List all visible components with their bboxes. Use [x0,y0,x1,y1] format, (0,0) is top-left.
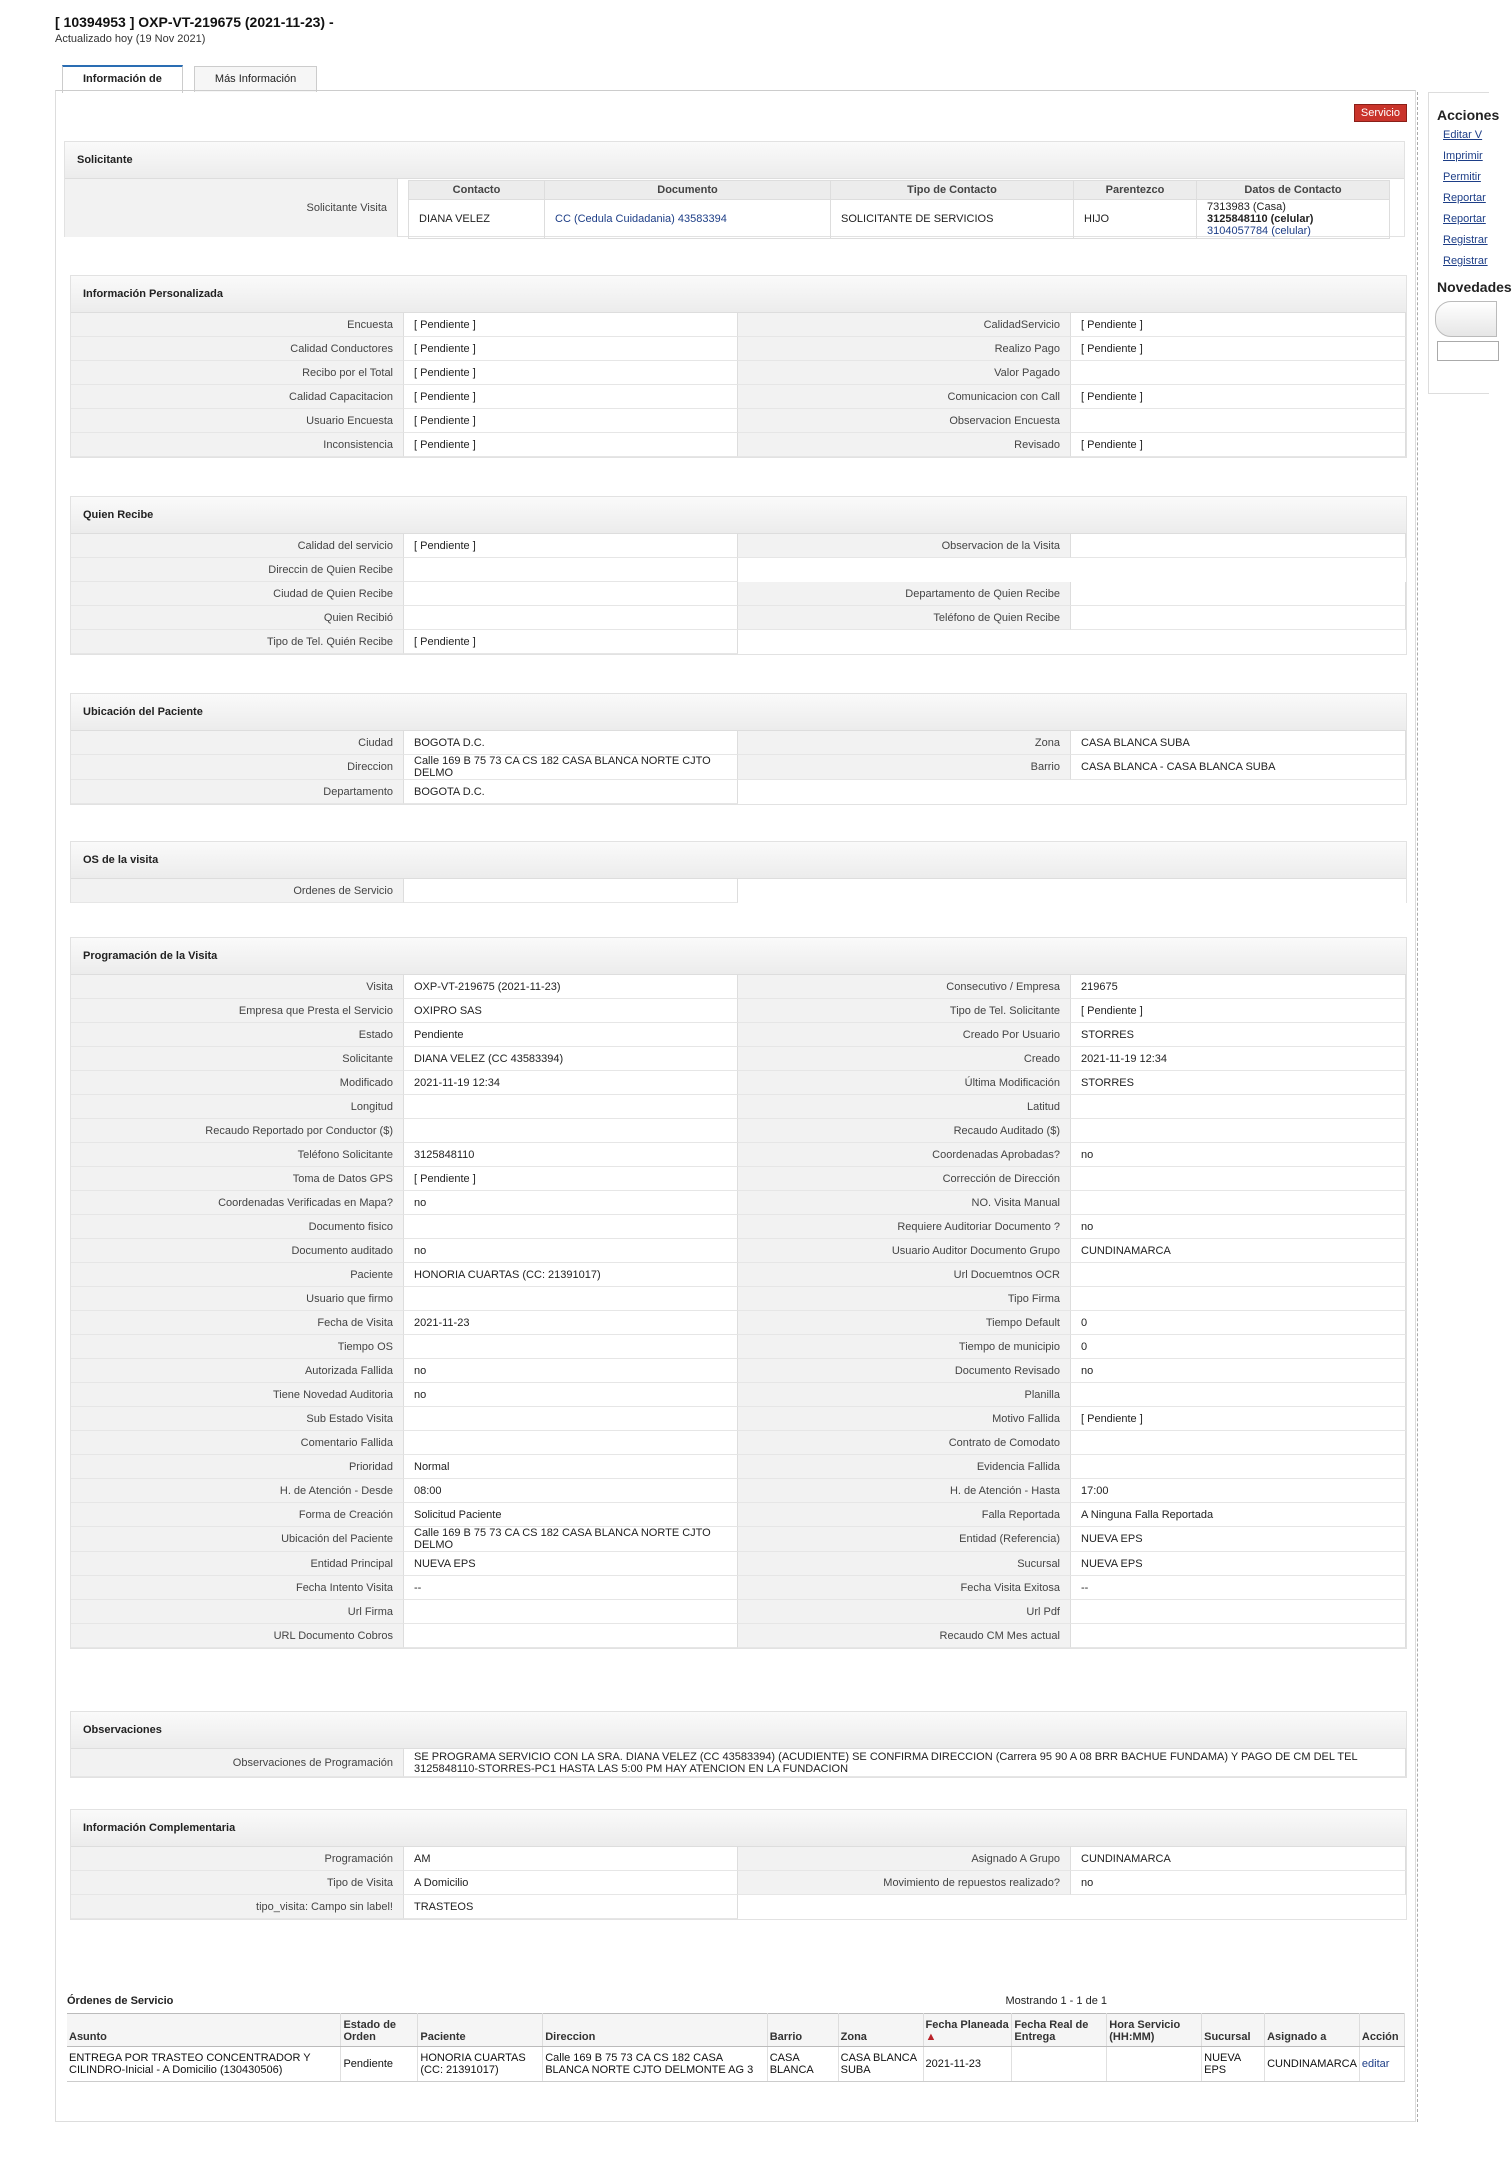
motivo-fallida-value: [ Pendiente ] [1071,1407,1406,1431]
contact-table [408,180,1390,239]
paciente-value: HONORIA CUARTAS (CC: 21391017) [404,1263,738,1287]
direccion-value: Calle 169 B 75 73 CA CS 182 CASA BLANCA NORTE CJTO DELMO [404,755,738,780]
falla-reportada-label: Falla Reportada [738,1503,1071,1527]
ubicacion-del-paciente-label: Ubicación del Paciente [71,1527,404,1552]
url-documento-cobros-label: URL Documento Cobros [71,1624,404,1648]
url-documento-cobros-value [404,1624,738,1648]
orders-cell-direccion: Calle 169 B 75 73 CA CS 182 CASA BLANCA NORTE CJTO DELMONTE AG 3 [543,2047,768,2082]
orders-col-fecha-planeada[interactable]: Fecha Planeada ▲ [923,2014,1012,2047]
section-title: Solicitante [65,142,1404,179]
section-observaciones [70,1711,1407,1778]
section-ubicacion-paciente [70,693,1407,805]
action-link-editar[interactable]: Editar V [1443,129,1483,141]
tipo-de-tel-solicitante-value: [ Pendiente ] [1071,999,1406,1023]
fecha-de-visita-value: 2021-11-23 [404,1311,738,1335]
phone-celular-1: 3125848110 (celular) [1207,213,1314,225]
orders-cell-fecha-real-de-entrega [1012,2047,1107,2082]
h-de-atencion-hasta-value: 17:00 [1071,1479,1406,1503]
zona-value: CASA BLANCA SUBA [1071,731,1406,755]
sub-estado-visita-value [404,1407,738,1431]
programacion-value: AM [404,1847,738,1871]
orders-cell-asignado-a: CUNDINAMARCA [1265,2047,1360,2082]
empresa-que-presta-el-servicio-value: OXIPRO SAS [404,999,738,1023]
empty-cell [738,558,1071,582]
ubicacion-del-paciente-value: Calle 169 B 75 73 CA CS 182 CASA BLANCA NORTE CJTO DELMO [404,1527,738,1552]
calidad-del-servicio-value: [ Pendiente ] [404,534,738,558]
coordenadas-aprobadas-label: Coordenadas Aprobadas? [738,1143,1071,1167]
fecha-intento-visita-label: Fecha Intento Visita [71,1576,404,1600]
phone-casa: 7313983 (Casa) [1207,201,1286,213]
falla-reportada-value: A Ninguna Falla Reportada [1071,1503,1406,1527]
revisado-label: Revisado [738,433,1071,457]
orders-cell-paciente: HONORIA CUARTAS (CC: 21391017) [418,2047,543,2082]
section-title: OS de la visita [71,842,1406,879]
movimiento-de-repuestos-realizado-label: Movimiento de repuestos realizado? [738,1871,1071,1895]
usuario-auditor-documento-grupo-label: Usuario Auditor Documento Grupo [738,1239,1071,1263]
phone-celular-2: 3104057784 (celular) [1207,225,1311,237]
direccin-de-quien-recibe-value [404,558,738,582]
departamento-value: BOGOTA D.C. [404,780,738,804]
col-datos: Datos de Contacto [1197,181,1390,200]
barrio-value: CASA BLANCA - CASA BLANCA SUBA [1071,755,1406,780]
empty-cell [738,780,1071,804]
recibo-por-el-total-value: [ Pendiente ] [404,361,738,385]
telefono-solicitante-value: 3125848110 [404,1143,738,1167]
tiempo-os-value [404,1335,738,1359]
section-os-visita [70,841,1407,903]
comentario-fallida-value [404,1431,738,1455]
col-documento: Documento [545,181,831,200]
evidencia-fallida-value [1071,1455,1406,1479]
empty-cell [1071,630,1406,654]
tipo-firma-value [1071,1287,1406,1311]
orders-col-zona[interactable]: Zona [838,2014,923,2047]
telefono-de-quien-recibe-value [1071,606,1406,630]
tipo-de-tel-quien-recibe-value: [ Pendiente ] [404,630,738,654]
url-docuemtnos-ocr-label: Url Docuemtnos OCR [738,1263,1071,1287]
h-de-atencion-desde-label: H. de Atención - Desde [71,1479,404,1503]
fecha-visita-exitosa-value: -- [1071,1576,1406,1600]
comment-bubble-icon[interactable] [1435,301,1497,337]
comentario-fallida-label: Comentario Fallida [71,1431,404,1455]
page-title: [ 10394953 ] OXP-VT-219675 (2021-11-23) - [55,14,334,30]
actions-title: Acciones [1437,107,1500,123]
tab-mas-informacion[interactable]: Más Información [194,66,317,92]
contacto-parentezco: HIJO [1074,200,1197,239]
ciudad-de-quien-recibe-label: Ciudad de Quien Recibe [71,582,404,606]
section-informacion-complementaria [70,1809,1407,1920]
orders-cell-fecha-planeada: 2021-11-23 [923,2047,1012,2082]
tipo-de-visita-value: A Domicilio [404,1871,738,1895]
empty-cell [1071,1895,1406,1919]
encuesta-value: [ Pendiente ] [404,313,738,337]
ultima-modificacion-value: STORRES [1071,1071,1406,1095]
empty-cell [738,1895,1071,1919]
ordenes-servicio-table-area [67,1995,1407,2082]
forma-de-creacion-value: Solicitud Paciente [404,1503,738,1527]
solicitante-label: Solicitante Visita [65,179,398,237]
documento-revisado-value: no [1071,1359,1406,1383]
entidad-referencia-label: Entidad (Referencia) [738,1527,1071,1552]
coordenadas-verificadas-en-mapa-value: no [404,1191,738,1215]
no-visita-manual-value [1071,1191,1406,1215]
usuario-que-firmo-label: Usuario que firmo [71,1287,404,1311]
col-parentezco: Parentezco [1074,181,1197,200]
calidad-conductores-value: [ Pendiente ] [404,337,738,361]
fecha-visita-exitosa-label: Fecha Visita Exitosa [738,1576,1071,1600]
latitud-value [1071,1095,1406,1119]
motivo-fallida-label: Motivo Fallida [738,1407,1071,1431]
ordenes-servicio-value [404,879,738,903]
section-title: Información Complementaria [71,1810,1406,1847]
coordenadas-aprobadas-value: no [1071,1143,1406,1167]
action-link-permitir[interactable]: Permitir [1443,171,1481,183]
ciudad-de-quien-recibe-value [404,582,738,606]
estado-value: Pendiente [404,1023,738,1047]
zona-label: Zona [738,731,1071,755]
table-row [67,2047,1405,2082]
requiere-auditoriar-documento-label: Requiere Auditoriar Documento ? [738,1215,1071,1239]
consecutivo-empresa-label: Consecutivo / Empresa [738,975,1071,999]
tiene-novedad-auditoria-value: no [404,1383,738,1407]
actions-panel [1428,92,1512,394]
empresa-que-presta-el-servicio-label: Empresa que Presta el Servicio [71,999,404,1023]
observacion-de-la-visita-label: Observacion de la Visita [738,534,1071,558]
orders-col-barrio[interactable]: Barrio [767,2014,838,2047]
creado-por-usuario-label: Creado Por Usuario [738,1023,1071,1047]
page-subtitle: Actualizado hoy (19 Nov 2021) [55,33,206,45]
empty-cell [1071,780,1406,804]
calidadservicio-value: [ Pendiente ] [1071,313,1406,337]
observacion-encuesta-value [1071,409,1406,433]
orders-col-fecha-real-de-entrega[interactable]: Fecha Real de Entrega [1012,2014,1107,2047]
calidadservicio-label: CalidadServicio [738,313,1071,337]
contacto-datos [1197,200,1390,239]
prioridad-label: Prioridad [71,1455,404,1479]
tipo-de-tel-solicitante-label: Tipo de Tel. Solicitante [738,999,1071,1023]
encuesta-label: Encuesta [71,313,404,337]
latitud-label: Latitud [738,1095,1071,1119]
orders-col-asunto[interactable]: Asunto [67,2014,341,2047]
url-pdf-label: Url Pdf [738,1600,1071,1624]
inconsistencia-value: [ Pendiente ] [404,433,738,457]
revisado-value: [ Pendiente ] [1071,433,1406,457]
entidad-principal-label: Entidad Principal [71,1552,404,1576]
documento-auditado-label: Documento auditado [71,1239,404,1263]
paciente-label: Paciente [71,1263,404,1287]
orders-cell-accion[interactable]: editar [1359,2047,1404,2082]
entidad-referencia-value: NUEVA EPS [1071,1527,1406,1552]
sucursal-value: NUEVA EPS [1071,1552,1406,1576]
observacion-encuesta-label: Observacion Encuesta [738,409,1071,433]
creado-label: Creado [738,1047,1071,1071]
tiempo-de-municipio-label: Tiempo de municipio [738,1335,1071,1359]
documento-fisico-value [404,1215,738,1239]
usuario-que-firmo-value [404,1287,738,1311]
fecha-de-visita-label: Fecha de Visita [71,1311,404,1335]
contacto-tipo: SOLICITANTE DE SERVICIOS [831,200,1074,239]
consecutivo-empresa-value: 219675 [1071,975,1406,999]
contrato-de-comodato-label: Contrato de Comodato [738,1431,1071,1455]
section-title: Ubicación del Paciente [71,694,1406,731]
documento-auditado-value: no [404,1239,738,1263]
valor-pagado-value [1071,361,1406,385]
planilla-value [1071,1383,1406,1407]
recaudo-reportado-por-conductor-value [404,1119,738,1143]
orders-cell-sucursal: NUEVA EPS [1202,2047,1265,2082]
action-link-registrar-1[interactable]: Registrar [1443,234,1488,246]
realizo-pago-value: [ Pendiente ] [1071,337,1406,361]
ciudad-label: Ciudad [71,731,404,755]
creado-por-usuario-value: STORRES [1071,1023,1406,1047]
tipo-de-tel-quien-recibe-label: Tipo de Tel. Quién Recibe [71,630,404,654]
tab-informacion[interactable]: Información de [62,65,183,93]
sort-asc-icon[interactable]: ▲ [925,2031,937,2043]
tiempo-default-label: Tiempo Default [738,1311,1071,1335]
orders-count: Mostrando 1 - 1 de 1 [1005,1995,1107,2007]
col-contacto: Contacto [409,181,545,200]
section-solicitante [64,141,1405,237]
autorizada-fallida-value: no [404,1359,738,1383]
orders-col-sucursal[interactable]: Sucursal [1202,2014,1265,2047]
recaudo-cm-mes-actual-value [1071,1624,1406,1648]
action-link-reportar-1[interactable]: Reportar [1443,192,1486,204]
usuario-encuesta-label: Usuario Encuesta [71,409,404,433]
contacto-name: DIANA VELEZ [409,200,545,239]
section-informacion-personalizada [70,275,1407,458]
tab-bar [62,64,325,91]
orders-col-estado-de-orden[interactable]: Estado de Orden [341,2014,418,2047]
tiempo-de-municipio-value: 0 [1071,1335,1406,1359]
section-title: Información Personalizada [71,276,1406,313]
orders-col-asignado-a[interactable]: Asignado a [1265,2014,1360,2047]
quien-recibio-label: Quien Recibió [71,606,404,630]
quien-recibio-value [404,606,738,630]
departamento-label: Departamento [71,780,404,804]
orders-cell-asunto: ENTREGA POR TRASTEO CONCENTRADOR Y CILINDRO-Inicial - A Domicilio (130430506) [67,2047,341,2082]
modificado-value: 2021-11-19 12:34 [404,1071,738,1095]
direccion-label: Direccion [71,755,404,780]
recaudo-auditado-value [1071,1119,1406,1143]
observaciones-label: Observaciones de Programación [71,1749,404,1777]
usuario-auditor-documento-grupo-value: CUNDINAMARCA [1071,1239,1406,1263]
tiene-novedad-auditoria-label: Tiene Novedad Auditoria [71,1383,404,1407]
solicitante-value: DIANA VELEZ (CC 43583394) [404,1047,738,1071]
calidad-conductores-label: Calidad Conductores [71,337,404,361]
requiere-auditoriar-documento-value: no [1071,1215,1406,1239]
toma-de-datos-gps-label: Toma de Datos GPS [71,1167,404,1191]
direccin-de-quien-recibe-label: Direccin de Quien Recibe [71,558,404,582]
recibo-por-el-total-label: Recibo por el Total [71,361,404,385]
asignado-a-grupo-label: Asignado A Grupo [738,1847,1071,1871]
correccion-de-direccion-label: Corrección de Dirección [738,1167,1071,1191]
url-pdf-value [1071,1600,1406,1624]
planilla-label: Planilla [738,1383,1071,1407]
inconsistencia-label: Inconsistencia [71,433,404,457]
departamento-de-quien-recibe-label: Departamento de Quien Recibe [738,582,1071,606]
longitud-value [404,1095,738,1119]
ciudad-value: BOGOTA D.C. [404,731,738,755]
tipo-visita-campo-sin-label-value: TRASTEOS [404,1895,738,1919]
calidad-del-servicio-label: Calidad del servicio [71,534,404,558]
sub-estado-visita-label: Sub Estado Visita [71,1407,404,1431]
tiempo-default-value: 0 [1071,1311,1406,1335]
fecha-intento-visita-value: -- [404,1576,738,1600]
forma-de-creacion-label: Forma de Creación [71,1503,404,1527]
barrio-label: Barrio [738,755,1071,780]
movimiento-de-repuestos-realizado-value: no [1071,1871,1406,1895]
comunicacion-con-call-value: [ Pendiente ] [1071,385,1406,409]
url-firma-value [404,1600,738,1624]
novedad-input[interactable] [1437,341,1499,361]
main-content [55,90,1416,2122]
visita-label: Visita [71,975,404,999]
valor-pagado-label: Valor Pagado [738,361,1071,385]
prioridad-value: Normal [404,1455,738,1479]
programacion-label: Programación [71,1847,404,1871]
page-header [55,14,334,45]
tipo-de-visita-label: Tipo de Visita [71,1871,404,1895]
orders-cell-barrio: CASA BLANCA [767,2047,838,2082]
orders-col-hora-servicio-hh-mm[interactable]: Hora Servicio (HH:MM) [1107,2014,1202,2047]
contrato-de-comodato-value [1071,1431,1406,1455]
modificado-label: Modificado [71,1071,404,1095]
realizo-pago-label: Realizo Pago [738,337,1071,361]
orders-table [67,2013,1405,2082]
empty-cell [1071,558,1406,582]
telefono-solicitante-label: Teléfono Solicitante [71,1143,404,1167]
section-quien-recibe [70,496,1407,655]
comunicacion-con-call-label: Comunicacion con Call [738,385,1071,409]
visita-value: OXP-VT-219675 (2021-11-23) [404,975,738,999]
section-title: Programación de la Visita [71,938,1406,975]
ultima-modificacion-label: Última Modificación [738,1071,1071,1095]
telefono-de-quien-recibe-label: Teléfono de Quien Recibe [738,606,1071,630]
creado-value: 2021-11-19 12:34 [1071,1047,1406,1071]
calidad-capacitacion-label: Calidad Capacitacion [71,385,404,409]
url-firma-label: Url Firma [71,1600,404,1624]
usuario-encuesta-value: [ Pendiente ] [404,409,738,433]
coordenadas-verificadas-en-mapa-label: Coordenadas Verificadas en Mapa? [71,1191,404,1215]
solicitante-label: Solicitante [71,1047,404,1071]
estado-label: Estado [71,1023,404,1047]
action-link-reportar-2[interactable]: Reportar [1443,213,1486,225]
longitud-label: Longitud [71,1095,404,1119]
action-link-registrar-2[interactable]: Registrar [1443,255,1488,267]
orders-col-accion[interactable]: Acción [1359,2014,1404,2047]
contacto-documento: CC (Cedula Cuidadania) 43583394 [545,200,831,239]
novedades-title: Novedades [1437,279,1512,295]
orders-cell-hora-servicio-hh-mm [1107,2047,1202,2082]
documento-fisico-label: Documento fisico [71,1215,404,1239]
tipo-firma-label: Tipo Firma [738,1287,1071,1311]
tiempo-os-label: Tiempo OS [71,1335,404,1359]
h-de-atencion-desde-value: 08:00 [404,1479,738,1503]
url-docuemtnos-ocr-value [1071,1263,1406,1287]
orders-col-direccion[interactable]: Direccion [543,2014,768,2047]
orders-cell-estado-de-orden: Pendiente [341,2047,418,2082]
observaciones-value: SE PROGRAMA SERVICIO CON LA SRA. DIANA VELEZ (CC 43583394) (ACUDIENTE) SE CONFIRMA DIRECCION (Carrera 95 90 A 08 BRR BACHUE FUNDAMA) Y PAGO DE CM DEL TEL 3125848110-STORRES-PC1 HASTA LAS 5:00 PM HAY ATENCION EN LA FUNDACION [404,1749,1406,1777]
recaudo-auditado-label: Recaudo Auditado ($) [738,1119,1071,1143]
section-title: Quien Recibe [71,497,1406,534]
empty-cell [738,630,1071,654]
section-title: Observaciones [71,1712,1406,1749]
toma-de-datos-gps-value: [ Pendiente ] [404,1167,738,1191]
orders-col-paciente[interactable]: Paciente [418,2014,543,2047]
sucursal-label: Sucursal [738,1552,1071,1576]
col-tipo: Tipo de Contacto [831,181,1074,200]
ordenes-servicio-label: Ordenes de Servicio [71,879,404,903]
section-programacion-visita [70,937,1407,1649]
orders-cell-zona: CASA BLANCA SUBA [838,2047,923,2082]
tipo-visita-campo-sin-label-label: tipo_visita: Campo sin label! [71,1895,404,1919]
recaudo-reportado-por-conductor-label: Recaudo Reportado por Conductor ($) [71,1119,404,1143]
departamento-de-quien-recibe-value [1071,582,1406,606]
no-visita-manual-label: NO. Visita Manual [738,1191,1071,1215]
panel-divider [1417,92,1418,2122]
servicio-badge[interactable]: Servicio [1354,104,1407,122]
recaudo-cm-mes-actual-label: Recaudo CM Mes actual [738,1624,1071,1648]
autorizada-fallida-label: Autorizada Fallida [71,1359,404,1383]
asignado-a-grupo-value: CUNDINAMARCA [1071,1847,1406,1871]
correccion-de-direccion-value [1071,1167,1406,1191]
observacion-de-la-visita-value [1071,534,1406,558]
evidencia-fallida-label: Evidencia Fallida [738,1455,1071,1479]
h-de-atencion-hasta-label: H. de Atención - Hasta [738,1479,1071,1503]
entidad-principal-value: NUEVA EPS [404,1552,738,1576]
calidad-capacitacion-value: [ Pendiente ] [404,385,738,409]
orders-title: Órdenes de Servicio [67,1995,174,2007]
documento-revisado-label: Documento Revisado [738,1359,1071,1383]
action-link-imprimir[interactable]: Imprimir [1443,150,1483,162]
